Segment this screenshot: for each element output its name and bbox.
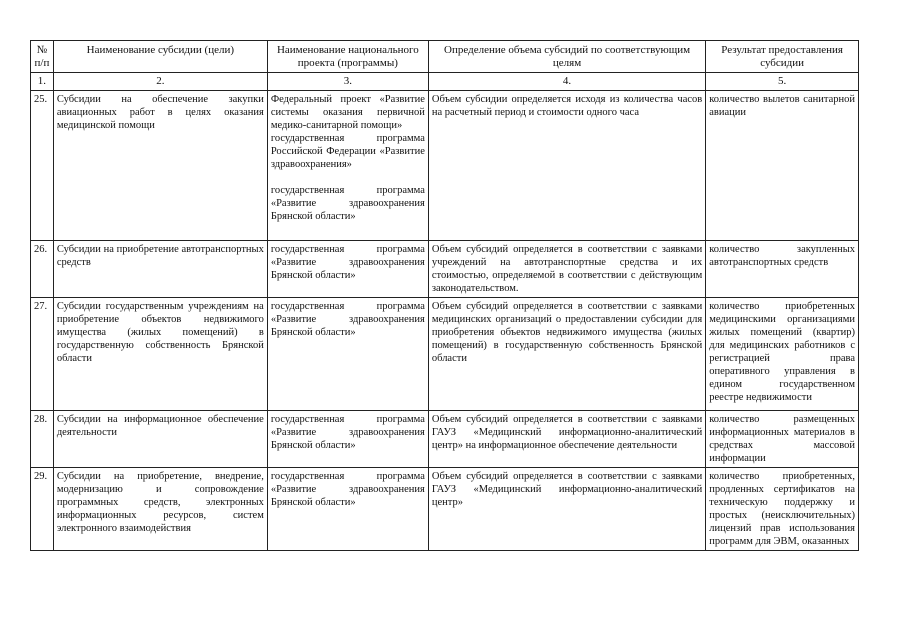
result-cell: количество вылетов санитарной авиации [706, 91, 859, 241]
table-row [31, 468, 859, 551]
table-row [31, 241, 859, 298]
column-numbering-row [31, 73, 859, 91]
header-project-name: Наименование национального проекта (программы) [267, 41, 428, 73]
column-number: 1. [31, 73, 54, 91]
table-row [31, 411, 859, 468]
row-number: 26. [31, 241, 54, 298]
header-number: № п/п [31, 41, 54, 73]
header-result: Результат предоставления субсидии [706, 41, 859, 73]
table-row [31, 298, 859, 411]
subsidy-name-cell: Субсидии государственным учреждениям на приобретение объектов недвижимого имущества (жилых помещений) в государственную собственность Брянской области [53, 298, 267, 411]
subsidy-name-cell: Субсидии на приобретение, внедрение, модернизацию и сопровождение программных средств, электронных информационных ресурсов, систем электронного взаимодействия [53, 468, 267, 551]
project-cell: государственная программа «Развитие здравоохранения Брянской области» [267, 411, 428, 468]
column-number: 4. [428, 73, 705, 91]
column-number: 5. [706, 73, 859, 91]
row-number: 27. [31, 298, 54, 411]
row-number: 29. [31, 468, 54, 551]
header-volume-definition: Определение объема субсидий по соответствующим целям [428, 41, 705, 73]
definition-cell: Объем субсидий определяется в соответствии с заявками медицинских организаций о предоставлении субсидии для приобретения объектов недвижимого имущества (жилых помещений) в государственную собственность Брянской области [428, 298, 705, 411]
row-number: 28. [31, 411, 54, 468]
definition-cell: Объем субсидий определяется в соответствии с заявками ГАУЗ «Медицинский информационно-аналитический центр» [428, 468, 705, 551]
project-cell: государственная программа «Развитие здравоохранения Брянской области» [267, 468, 428, 551]
definition-cell: Объем субсидии определяется исходя из количества часов на расчетный период и стоимости одного часа [428, 91, 705, 241]
header-subsidy-name: Наименование субсидии (цели) [53, 41, 267, 73]
definition-cell: Объем субсидий определяется в соответствии с заявками ГАУЗ «Медицинский информационно-аналитический центр» на информационное обеспечение деятельности [428, 411, 705, 468]
column-number: 3. [267, 73, 428, 91]
definition-cell: Объем субсидий определяется в соответствии с заявками учреждений на автотранспортные средства и их стоимостью, определяемой в соответствии с действующим законодательством. [428, 241, 705, 298]
project-cell: государственная программа «Развитие здравоохранения Брянской области» [267, 241, 428, 298]
project-cell [267, 91, 428, 241]
result-cell: количество размещенных информационных материалов в средствах массовой информации [706, 411, 859, 468]
table-header-row [31, 41, 859, 73]
project-text: государственная программа «Развитие здравоохранения Брянской области» [270, 185, 425, 222]
project-cell: государственная программа «Развитие здравоохранения Брянской области» [267, 298, 428, 411]
project-text: Федеральный проект «Развитие системы оказания первичной медико-санитарной помощи» [270, 94, 425, 131]
subsidy-name-cell: Субсидии на обеспечение закупки авиационных работ в целях оказания медицинской помощи [53, 91, 267, 241]
subsidy-name-cell: Субсидии на информационное обеспечение деятельности [53, 411, 267, 468]
row-number: 25. [31, 91, 54, 241]
table-row [31, 91, 859, 241]
result-cell: количество приобретенных медицинскими организациями жилых помещений (квартир) для медицинских работников с регистрацией права оперативного управления в едином государственном реестре недвижимости [706, 298, 859, 411]
subsidy-name-cell: Субсидии на приобретение автотранспортных средств [53, 241, 267, 298]
project-text: государственная программа Российской Федерации «Развитие здравоохранения» [270, 133, 425, 170]
column-number: 2. [53, 73, 267, 91]
result-cell: количество приобретенных, продленных сертификатов на техническую поддержку и простых (неисключительных) лицензий прав использования программ для ЭВМ, оказанных [706, 468, 859, 551]
result-cell: количество закупленных автотранспортных средств [706, 241, 859, 298]
subsidy-table [30, 40, 859, 551]
